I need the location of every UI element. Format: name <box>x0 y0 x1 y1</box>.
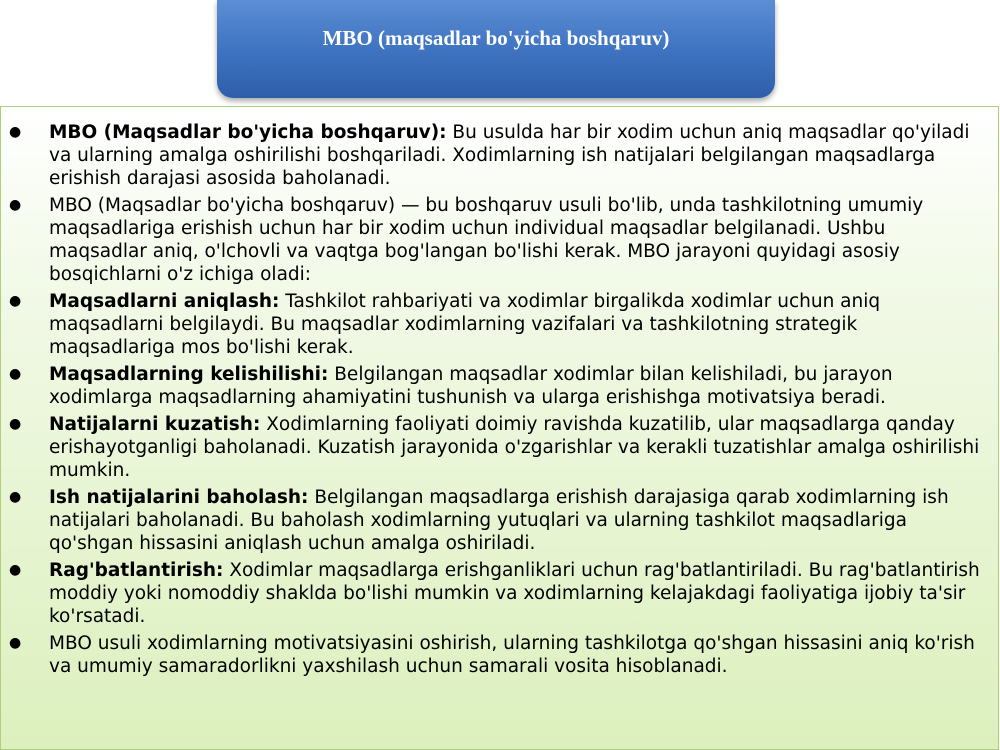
item-text: Tashkilot rahbariyati va xodimlar birgalikda xodimlar uchun aniq maqsadlarni belgilaydi. Bu maqsadlar xodimlarning vazifalari va tashkilotning strategik maqsadlariga mos bo'lishi kerak. <box>49 291 881 358</box>
bullet-icon: ● <box>9 293 22 309</box>
content-panel <box>0 106 999 750</box>
list-item <box>9 363 988 409</box>
list-item <box>9 486 988 555</box>
bullet-icon: ● <box>9 124 22 140</box>
list-item <box>9 121 988 190</box>
bullet-icon: ● <box>9 489 22 505</box>
item-text: MBO usuli xodimlarning motivatsiyasini oshirish, ularning tashkilotga qo'shgan hissasini aniq ko'rish va umumiy samaradorlikni yaxshilash uchun samarali vosita hisoblanadi. <box>49 633 975 677</box>
item-text: MBO (Maqsadlar bo'yicha boshqaruv) — bu boshqaruv usuli bo'lib, unda tashkilotning umumiy maqsadlariga erishish uchun har bir xodim uchun individual maqsadlar belgilanadi. Ushbu maqsadlar aniq, o'lchovli va vaqtga bog'langan bo'lishi kerak. MBO jarayoni quyidagi asosiy bosqichlarni o'z ichiga oladi: <box>49 195 924 285</box>
item-text: Xodimlar maqsadlarga erishganliklari uchun rag'batlantiriladi. Bu rag'batlantirish moddiy yoki nomoddiy shaklda bo'lishi mumkin va xodimlarning kelajakdagi faoliyatiga ijobiy ta'sir ko'rsatadi. <box>49 560 980 627</box>
list-item <box>9 632 988 678</box>
item-text: Xodimlarning faoliyati doimiy ravishda kuzatilib, ular maqsadlarga qanday erishayotganligi baholanadi. Kuzatish jarayonida o'zgarishlar va kerakli tuzatishlar amalga oshirilishi mumkin. <box>49 414 980 481</box>
item-text: Belgilangan maqsadlarga erishish darajasiga qarab xodimlarning ish natijalari baholanadi. Bu baholash xodimlarning yutuqlari va ularning tashkilot maqsadlariga qo'shgan hissasini aniqlash uchun amalga oshiriladi. <box>49 487 949 554</box>
list-item <box>9 290 988 359</box>
item-text: Bu usulda har bir xodim uchun aniq maqsadlar qo'yiladi va ularning amalga oshirilishi boshqariladi. Xodimlarning ish natijalari belgilangan maqsadlarga erishish darajasi asosida baholanadi. <box>49 122 970 189</box>
item-term: Maqsadlarni aniqlash: <box>49 291 280 312</box>
bullet-icon: ● <box>9 366 22 382</box>
list-item <box>9 413 988 482</box>
bullet-list <box>1 107 998 678</box>
item-term: Natijalarni kuzatish: <box>49 414 261 435</box>
bullet-icon: ● <box>9 197 22 213</box>
bullet-icon: ● <box>9 416 22 432</box>
title-banner <box>217 0 775 98</box>
item-term: Ish natijalarini baholash: <box>49 487 309 508</box>
item-text: Belgilangan maqsadlar xodimlar bilan kelishiladi, bu jarayon xodimlarga maqsadlarning ahamiyatini tushunish va ularga erishishga motivatsiya beradi. <box>49 364 893 408</box>
item-term: Maqsadlarning kelishilishi: <box>49 364 329 385</box>
list-item <box>9 559 988 628</box>
bullet-icon: ● <box>9 562 22 578</box>
item-term: Rag'batlantirish: <box>49 560 224 581</box>
item-term: MBO (Maqsadlar bo'yicha boshqaruv): <box>49 122 447 143</box>
list-item <box>9 194 988 286</box>
slide-title: MBO (maqsadlar bo'yicha boshqaruv) <box>322 25 670 50</box>
bullet-icon: ● <box>9 635 22 651</box>
